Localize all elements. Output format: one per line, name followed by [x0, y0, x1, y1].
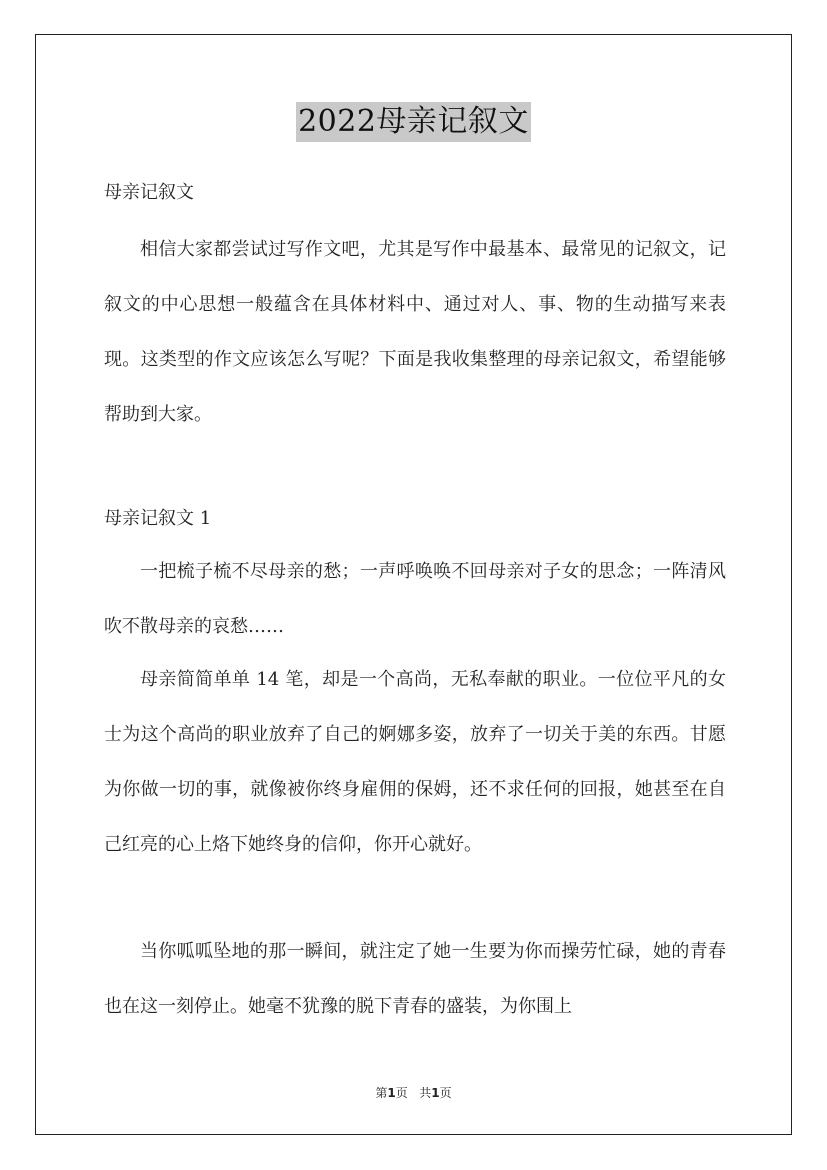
- total-prefix: 共: [419, 1086, 432, 1100]
- total-pages: 1: [431, 1086, 440, 1100]
- page-number: 1: [387, 1086, 396, 1100]
- title-container: [0, 102, 827, 142]
- body-paragraph-1: 一把梳子梳不尽母亲的愁；一声呼唤唤不回母亲对子女的思念；一阵清风吹不散母亲的哀愁……: [104, 561, 726, 637]
- page-prefix: 第: [375, 1086, 388, 1100]
- intro-paragraph: 相信大家都尝试过写作文吧，尤其是写作中最基本、最常见的记叙文，记叙文的中心思想一般蕴含在具体材料中、通过对人、事、物的生动描写来表现。这类型的作文应该怎么写呢？下面是我收集整理的母亲记叙文，希望能够帮助到大家。: [104, 239, 726, 425]
- page-suffix: 页: [395, 1086, 408, 1100]
- document-title: 2022母亲记叙文: [296, 102, 531, 142]
- document-subtitle: 母亲记叙文: [104, 182, 194, 203]
- section-title: 母亲记叙文 1: [104, 508, 212, 529]
- total-suffix: 页: [439, 1086, 452, 1100]
- page-footer: [0, 1084, 827, 1101]
- body-paragraph-3: 当你呱呱坠地的那一瞬间，就注定了她一生要为你而操劳忙碌，她的青春也在这一刻停止。她毫不犹豫的脱下青春的盛装，为你围上: [104, 941, 726, 1017]
- body-paragraph-2: 母亲简简单单 14 笔，却是一个高尚，无私奉献的职业。一位位平凡的女士为这个高尚的职业放弃了自己的婀娜多姿，放弃了一切关于美的东西。甘愿为你做一切的事，就像被你终身雇佣的保姆，还不求任何的回报，她甚至在自己红亮的心上烙下她终身的信仰，你开心就好。: [104, 669, 726, 855]
